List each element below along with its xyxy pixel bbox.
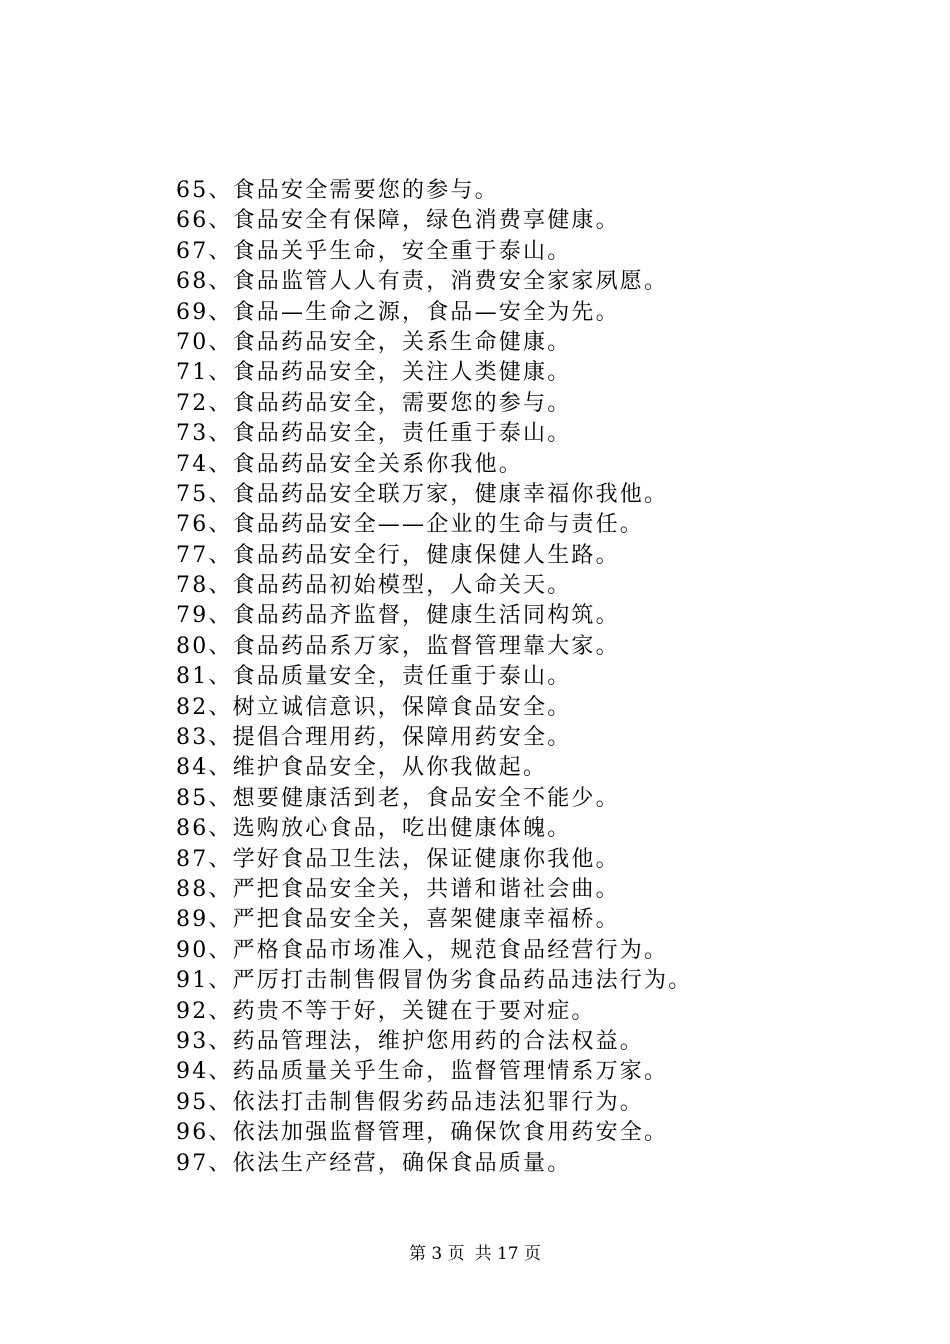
list-item: 78、食品药品初始模型，人命关天。 (176, 573, 572, 599)
list-item: 77、食品药品安全行，健康保健人生路。 (176, 542, 620, 568)
list-item: 67、食品关乎生命，安全重于泰山。 (176, 238, 572, 264)
list-item: 72、食品药品安全，需要您的参与。 (176, 390, 572, 416)
list-item: 88、严把食品安全关，共谱和谐社会曲。 (176, 876, 620, 902)
list-item: 73、食品药品安全，责任重于泰山。 (176, 421, 572, 447)
list-item: 86、选购放心食品，吃出健康体魄。 (176, 816, 572, 842)
list-item: 75、食品药品安全联万家，健康幸福你我他。 (176, 481, 669, 507)
list-item: 85、想要健康活到老，食品安全不能少。 (176, 785, 620, 811)
list-item: 66、食品安全有保障，绿色消费享健康。 (176, 208, 620, 234)
list-item: 87、学好食品卫生法，保证健康你我他。 (176, 846, 620, 872)
list-item: 68、食品监管人人有责，消费安全家家夙愿。 (176, 269, 669, 295)
list-item: 69、食品—生命之源，食品—安全为先。 (176, 299, 620, 325)
list-item: 90、严格食品市场准入，规范食品经营行为。 (176, 937, 669, 963)
list-item: 82、树立诚信意识，保障食品安全。 (176, 694, 572, 720)
list-item: 79、食品药品齐监督，健康生活同构筑。 (176, 603, 620, 629)
list-item: 93、药品管理法，维护您用药的合法权益。 (176, 1028, 644, 1054)
slogan-list (176, 176, 692, 1179)
list-item: 89、严把食品安全关，喜架健康幸福桥。 (176, 907, 620, 933)
list-item: 83、提倡合理用药，保障用药安全。 (176, 725, 572, 751)
list-item: 76、食品药品安全——企业的生命与责任。 (176, 512, 644, 538)
page-footer (0, 1243, 950, 1265)
page-number: 第 3 页 (408, 1244, 465, 1264)
list-item: 96、依法加强监督管理，确保饮食用药安全。 (176, 1120, 669, 1146)
list-item: 65、食品安全需要您的参与。 (176, 178, 499, 203)
list-item: 84、维护食品安全，从你我做起。 (176, 755, 548, 781)
list-item: 95、依法打击制售假劣药品违法犯罪行为。 (176, 1089, 644, 1115)
list-item: 92、药贵不等于好，关键在于要对症。 (176, 998, 596, 1024)
list-item: 80、食品药品系万家，监督管理靠大家。 (176, 633, 620, 659)
list-item: 97、依法生产经营，确保食品质量。 (176, 1150, 572, 1176)
list-item: 71、食品药品安全，关注人类健康。 (176, 360, 572, 386)
list-item: 91、严厉打击制售假冒伪劣食品药品违法行为。 (176, 968, 693, 994)
list-item: 74、食品药品安全关系你我他。 (176, 451, 523, 477)
list-item: 70、食品药品安全，关系生命健康。 (176, 329, 572, 355)
page-total: 共 17 页 (474, 1244, 542, 1264)
list-item: 94、药品质量关乎生命，监督管理情系万家。 (176, 1059, 669, 1085)
list-item: 81、食品质量安全，责任重于泰山。 (176, 664, 572, 690)
